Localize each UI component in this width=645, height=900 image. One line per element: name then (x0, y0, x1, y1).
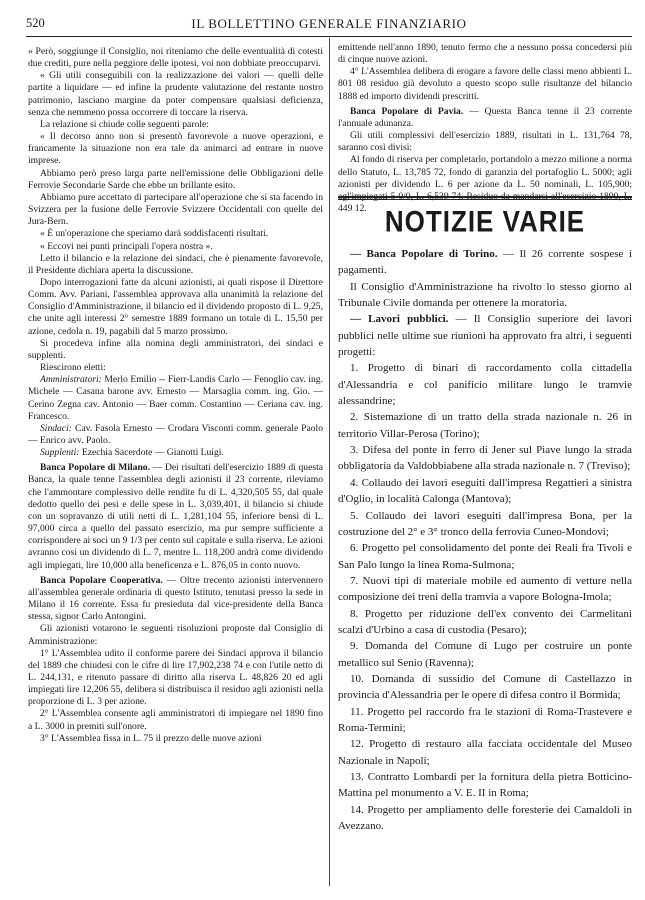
paragraph: La relazione si chiude colle seguenti parole: (40, 118, 209, 130)
page-number: 520 (26, 16, 45, 30)
project-item: 7. Nuovi tipi di materiale mobile ed aumento di vetture nella composizione dei treni della tramvia a vapore Bologna-Imola; (338, 574, 632, 604)
supplenti-list (28, 447, 323, 459)
project-item: 3. Difesa del ponte in ferro di Jener sul Piave lungo la strada obbligatoria da Valdobbiabene alla strada nazionale n. 7 (Treviso); (338, 444, 632, 473)
project-item: 14. Progetto per ampliamento delle foresterie dei Camaldoli in Avezzano. (338, 803, 632, 833)
paragraph: Il Consiglio d'Amministrazione ha rivolto lo stesso giorno al Tribunale Civile domanda per ottenere la moratoria. (338, 280, 632, 310)
lavori-heading: — Lavori pubblici. (350, 313, 449, 326)
supplenti-names: Ezechia Sacerdote — Gianotti Luigi. (81, 447, 224, 459)
milano-heading: Banca Popolare di Milano. (40, 462, 150, 474)
sindaci-list (28, 423, 323, 447)
admin-names: Merlo Emilio -- Fierr-Landis Carlo — Fenoglio cav. ing. Michele — Casana barone avv. Ernesto — Marsaglia comm. ing. Gio. — Cerino Zegna cav. Antonio — Baer comm. Costantino — Ceriana cav. ing. Francesco. (28, 374, 324, 422)
header-rule (26, 36, 632, 37)
resolution: 2° L'Assemblea consente agli amministratori di impiegare nel 1890 fino a L. 3000 in premiti sull'onore. (28, 708, 323, 732)
paragraph: « Però, soggiunge il Consiglio, noi riteniamo che delle eventualità di cotesti due crediti, pure nella peggiore delle ipotesi, voi non dobbiate preoccuparvi. (28, 46, 323, 70)
pavia-heading: Banca Popolare di Pavia. (350, 105, 464, 117)
double-rule (338, 199, 632, 200)
administrators-list (28, 374, 323, 423)
paragraph: « Gli utili conseguibili con la realizzazione dei valori — quelli delle partite a liquidare — ed infine la prudente valutazione del restante nostro patrimonio, lasciano margine da poter compensare qualsiasi deficienza, senza che nemmeno possa occorrere di toccare la riserva. (28, 70, 323, 118)
double-rule (338, 196, 632, 198)
paragraph: « È un'operazione che speriamo darà soddisfacenti risultati. (40, 228, 269, 240)
project-item: 4. Collaudo dei lavori eseguiti dall'impresa Regattieri a sinistra d'Oglio, in località Calonga (Mantova); (338, 476, 632, 506)
section-heading-box (338, 196, 632, 239)
paragraph: Abbiamo pure accettato di partecipare all'operazione che si sta facendo in Svizzera per la fusione delle Ferrovie Svizzere Occidentali con quelle del Jura-Bern. (28, 191, 323, 228)
resolution: 1° L'Assemblea udito il conforme parere dei Sindaci approva il bilancio del 1889 che chiudesi con le cifre di lire 17,902,238 74 e con l'utile netto di L. 244,131, e ritenuto passare di diritto alla riserva L. 48,826 20 ed agli impiegati lire 12,206 55, delibera si distribuisca il residuo agli azionisti nella proporzione di L. 3 per azione. (28, 647, 323, 708)
project-item: 5. Collaudo dei lavori eseguiti dall'impresa Bona, per la costruzione del 2° e 3° tronco della ferrovia Cuneo-Mondovi; (338, 509, 632, 538)
paragraph: Letto il bilancio e la relazione dei sindaci, che è pienamente favorevole, il Presidente dichiara aperta la discussione. (28, 252, 323, 276)
page-header (26, 14, 632, 34)
paragraph: « Il decorso anno non si presentò favorevole a nuove operazioni, e francamente la situazione non era tale da animarci ad entrare in nuove imprese. (28, 131, 323, 167)
cooperativa-heading: Banca Popolare Cooperativa. (40, 574, 163, 586)
torino-text: — Il 26 corrente sospese i pagamenti. (338, 248, 632, 277)
project-item: 2. Sistemazione di un tratto della strada nazionale n. 26 in territorio Villar-Perosa (Torino); (338, 411, 632, 440)
paragraph: Abbiamo però preso larga parte nell'emissione delle Obbligazioni delle Ferrovie Secondarie Sarde che ebbe un brillante esito. (28, 167, 323, 191)
sindaci-names: Cav. Fasola Ernesto — Crodara Visconti comm. generale Paolo — Enrico avv. Paolo. (28, 422, 323, 446)
section-title: NOTIZIE VARIE (384, 203, 586, 239)
pavia-text: — Questa Banca tenne il 23 corrente l'annuale adunanza. (338, 105, 632, 129)
project-item: 13. Contratto Lombardi per la fornitura della pietra Botticino-Mattina pel monumento a V. E. II in Roma; (338, 771, 632, 800)
resolution: 4° L'Assemblea delibera di erogare a favore delle classi meno abbienti L. 801 08 residuo già devoluto a questo scopo sulle risultanze del bilancio 1888 ed importo dividendi prescritti. (338, 66, 632, 102)
project-item: 12. Progetto di restauro alla facciata occidentale del Museo Nazionale in Napoli; (338, 738, 632, 767)
paragraph: Al fondo di riserva per completarlo, portandolo a mezzo milione a norma dello Statuto, L. 13,785 72, fondo di garanzia del portafoglio L. 5000; agli azionisti per dividendo L. 6 per azione da L. 50 nominali, L. 105,900; agl'impiegati 5 0/0, L. 6,539 74. Residuo da mandarsi all'esercizio 1890, L. 449 12. (338, 154, 632, 215)
supplenti-label: Supplenti: (40, 447, 80, 459)
milano-article (28, 462, 323, 571)
torino-article (338, 246, 632, 279)
milano-text: — Dei risultati dell'esercizio 1889 di questa Banca, la quale tenne l'assemblea degli azionisti il 23 corrente, rileviamo che l'ammontare complessivo delle rendite fu di L. 4,320,505 55, dal quale dedotto quello dei pesi e delle spese in L. 3,039,401, il bilancio si chiude con un sopravanzo di utili netti di L. 1,281,104 55, inferiore bensì di L. 97,000 circa a quello del passato esercizio, ma pur sempre sufficiente a corrispondere ai soci un 9 1/3 per cento sul capitale e sulla riserva. Le azioni avranno così un dividendo di L. 7, mentre L. 118,200 andrà come dividendo agli impiegati, lire 10,000 alla beneficenza e L. 876,05 in conto nuovo. (28, 462, 323, 571)
paragraph: emittende nell'anno 1890, tenuto fermo che a nessuno possa concedersi più di cinque nuove azioni. (338, 42, 632, 66)
right-column-top (338, 42, 632, 215)
paragraph: Dopo interrogazioni fatte da alcuni azionisti, ai quali rispose il Direttore Comm. Avv. Pariani, l'assemblea approvava alla unanimità la relazione del Consiglio d'Amministrazione, il bilancio ed il dividendo proposto di L. 9,25, che unite agli interessi 2° semestre 1889 formano un totale di L. 15,50 per azione, cedola n. 19, pagabili dal 5 marzo prossimo. (28, 276, 323, 337)
journal-title: IL BOLLETTINO GENERALE FINANZIARIO (191, 16, 467, 31)
sindaci-label: Sindaci: (40, 422, 72, 434)
column-divider (329, 38, 330, 886)
paragraph: Riescirono eletti: (40, 362, 106, 374)
lavori-text: — Il Consiglio superiore dei lavori pubblici nelle ultime sue riunioni ha approvato fra altri, i seguenti progetti: (338, 313, 633, 359)
project-item: 1. Progetto di binari di raccordamento colla cittadella d'Alessandria e col panificio militare lungo le tramvie alessandrine; (338, 362, 632, 408)
paragraph: Si procedeva infine alla nomina degli amministratori, dei sindaci e supplenti. (28, 337, 323, 361)
paragraph: « Eccovi nei punti principali l'opera nostra ». (40, 240, 213, 252)
project-item: 8. Progetto per riduzione dell'ex convento dei Carmelitani scalzi d'Urbino a casa di custodia (Pesaro); (338, 607, 632, 636)
project-item: 9. Domanda del Comune di Lugo per costruire un ponte metallico sul Senio (Ravenna); (338, 640, 632, 669)
cooperativa-article (28, 575, 323, 624)
paragraph: Gli utili complessivi dell'esercizio 1889, risultati in L. 131,764 78, saranno così divisi: (338, 130, 632, 154)
resolution: 3° L'Assemblea fissa in L. 75 il prezzo delle nuove azioni (40, 732, 262, 744)
lavori-article (338, 311, 632, 360)
pavia-article (338, 106, 632, 130)
cooperativa-text: — Oltre trecento azionisti intervennero all'assemblea generale ordinaria di questo Istituto, tenutasi presso la sede in Milano il 16 corrente. Essa fu presieduta dal vice-presidente della Banca stessa, signor Carlo Antongini. (28, 574, 323, 623)
project-item: 6. Progetto pel consolidamento del ponte dei Reali fra Tivoli e San Palo lungo la linea Roma-Sulmona; (338, 542, 632, 571)
admin-label: Amministratori: (40, 374, 102, 386)
project-item: 11. Progetto pel raccordo fra le stazioni di Roma-Trastevere e Roma-Termini; (338, 705, 632, 734)
right-column-news (338, 246, 632, 834)
torino-heading: — Banca Popolare di Torino. (350, 248, 498, 260)
left-column (28, 46, 323, 745)
paragraph: Gli azionisti votarono le seguenti risoluzioni proposte dal Consiglio di Amministrazione: (28, 623, 323, 647)
project-item: 10. Domanda di sussidio del Comune di Castellazzo in provincia d'Alessandria per le opere di difesa contro il Bormida; (338, 672, 632, 702)
